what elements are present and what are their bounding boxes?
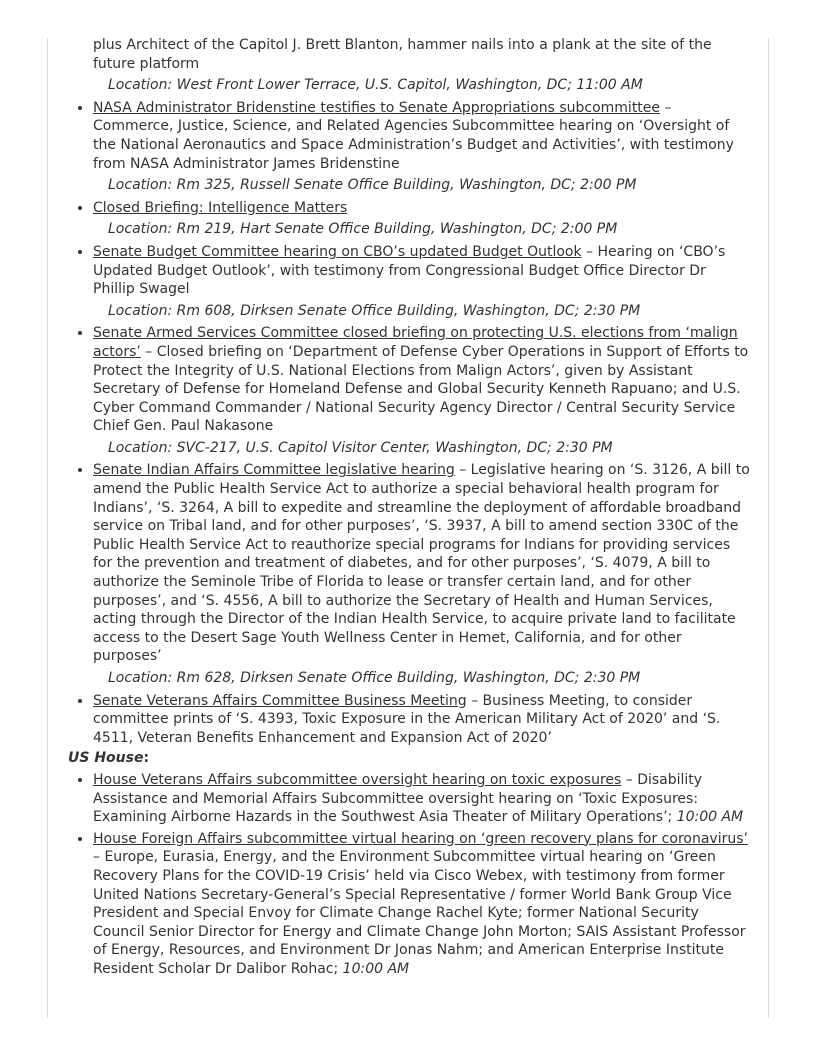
- house-event-list: [68, 771, 752, 979]
- event-time: 10:00 AM: [342, 960, 410, 977]
- section-heading-text: US House: [68, 750, 144, 767]
- event-link[interactable]: House Veterans Affairs subcommittee oversight hearing on toxic exposures: [93, 771, 622, 788]
- event-location: Location: Rm 219, Hart Senate Office Building, Washington, DC; 2:00 PM: [108, 221, 618, 238]
- senate-event-item: [93, 692, 752, 748]
- house-event-item: [93, 771, 752, 827]
- event-location: Location: Rm 325, Russell Senate Office Building, Washington, DC; 2:00 PM: [108, 177, 637, 194]
- senate-event-item: [93, 461, 752, 687]
- event-link[interactable]: Senate Budget Committee hearing on CBO’s updated Budget Outlook: [93, 243, 582, 260]
- event-link[interactable]: Senate Armed Services Committee closed briefing on protecting U.S. elections from ‘malign actors’: [93, 325, 738, 360]
- event-location: Location: West Front Lower Terrace, U.S. Capitol, Washington, DC; 11:00 AM: [108, 77, 643, 94]
- event-description: – Disability Assistance and Memorial Affairs Subcommittee oversight hearing on ‘Toxic Exposures: Examining Airborne Hazards in the Southwest Asia Theater of Military Operations’;: [93, 771, 703, 826]
- event-link[interactable]: Senate Veterans Affairs Committee Business Meeting: [93, 692, 467, 709]
- event-location: Location: Rm 628, Dirksen Senate Office Building, Washington, DC; 2:30 PM: [108, 670, 641, 686]
- senate-event-item: [93, 199, 752, 239]
- continued-item-text: plus Architect of the Capitol J. Brett Blanton, hammer nails into a plank at the site of the future platform: [93, 37, 712, 72]
- event-location: Location: Rm 608, Dirksen Senate Office Building, Washington, DC; 2:30 PM: [108, 302, 641, 319]
- event-location: Location: SVC-217, U.S. Capitol Visitor Center, Washington, DC; 2:30 PM: [108, 439, 613, 456]
- event-description: – Europe, Eurasia, Energy, and the Environment Subcommittee virtual hearing on ‘Green Recovery Plans for the COVID-19 Crisis’ held via Cisco Webex, with testimony from former United Nations Secretary-General’s Special Representative / former World Bank Group Vice President and Special Envoy for Climate Change Rachel Kyte; former National Security Council Senior Director for Energy and Climate Change John Morton; SAIS Assistant Professor of Energy, Resources, and Environment Dr Jonas Nahm; and American Enterprise Institute Resident Scholar Dr Dalibor Rohac;: [93, 849, 746, 977]
- event-link[interactable]: House Foreign Affairs subcommittee virtual hearing on ‘green recovery plans for coronavirus’: [93, 830, 748, 847]
- section-heading-us-house: [68, 749, 752, 768]
- event-description: – Closed briefing on ‘Department of Defense Cyber Operations in Support of Efforts to Protect the Integrity of U.S. National Elections from Malign Actors’, given by Assistant Secretary of Defense for Homeland Defense and Global Security Kenneth Rapuano; and U.S. Cyber Command Commander / National Security Agency Director / Central Security Service Chief Gen. Paul Nakasone: [93, 343, 749, 435]
- senate-event-item: [93, 243, 752, 320]
- schedule-content: [68, 36, 752, 979]
- event-description: – Commerce, Justice, Science, and Related Agencies Subcommittee hearing on ‘Oversight of the National Aeronautics and Space Administration’s Budget and Activities’, with testimony from NASA Administrator James Bridenstine: [93, 99, 734, 172]
- section-heading-colon: :: [143, 750, 150, 767]
- senate-event-item: [93, 324, 752, 457]
- event-link[interactable]: Closed Briefing: Intelligence Matters: [93, 199, 348, 216]
- house-event-item: [93, 830, 752, 979]
- right-border-rule: [768, 38, 769, 1018]
- senate-event-item: [93, 99, 752, 195]
- senate-event-list: [68, 99, 752, 748]
- event-link[interactable]: Senate Indian Affairs Committee legislative hearing: [93, 462, 455, 479]
- event-description: – Hearing on ‘CBO’s Updated Budget Outlook’, with testimony from Congressional Budget Office Director Dr Phillip Swagel: [93, 243, 726, 298]
- event-time: 10:00 AM: [676, 809, 744, 826]
- left-border-rule: [47, 38, 48, 1018]
- event-link[interactable]: NASA Administrator Bridenstine testifies to Senate Appropriations subcommittee: [93, 99, 661, 116]
- event-description: – Legislative hearing on ‘S. 3126, A bill to amend the Public Health Service Act to authorize a special behavioral health program for Indians’, ‘S. 3264, A bill to expedite and streamline the deployment of affordable broadband service on Tribal land, and for other purposes’, ‘S. 3937, A bill to amend section 330C of the Public Health Service Act to reauthorize special programs for Indians for providing services for the prevention and treatment of diabetes, and for other purposes’, ‘S. 4079, A bill to authorize the Seminole Tribe of Florida to lease or transfer certain land, and for other purposes’, and ‘S. 4556, A bill to authorize the Secretary of Health and Human Services, acting through the Director of the Indian Health Service, to acquire private land to facilitate access to the Desert Sage Youth Wellness Center in Hemet, California, and for other purposes’: [93, 462, 750, 665]
- event-description: – Business Meeting, to consider committee prints of ‘S. 4393, Toxic Exposure in the American Military Act of 2020’ and ‘S. 4511, Veteran Benefits Enhancement and Expansion Act of 2020’: [93, 692, 721, 746]
